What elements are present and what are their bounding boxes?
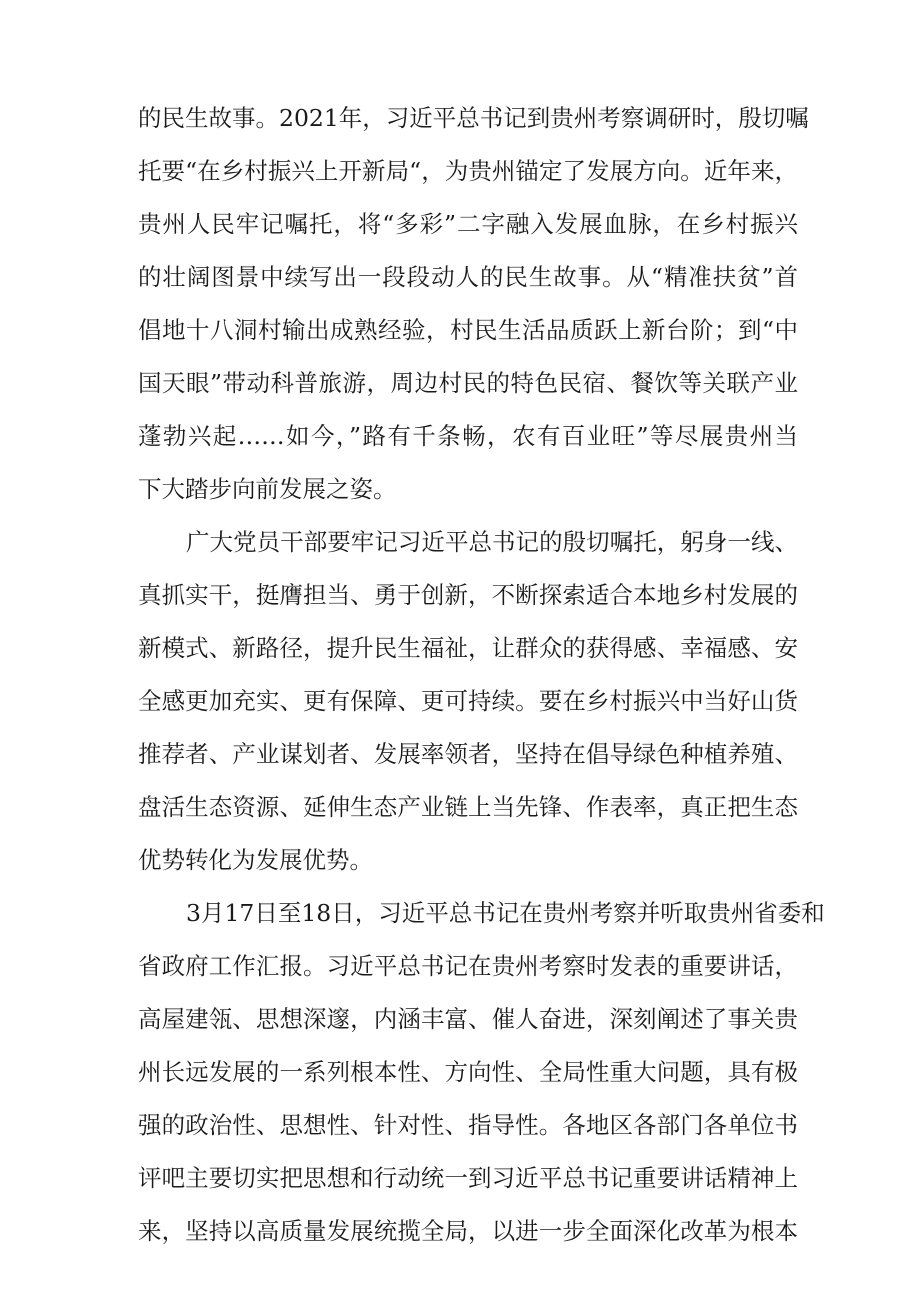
paragraph-line: 评吧主要切实把思想和行动统一到习近平总书记重要讲话精神上 [138, 1164, 798, 1192]
paragraph-line: 广大党员干部要牢记习近平总书记的殷切嘱托，躬身一线、 [186, 528, 798, 556]
paragraph-line: 全感更加充实、更有保障、更可持续。要在乡村振兴中当好山货 [138, 687, 798, 715]
paragraph-line: 下大踏步向前发展之姿。 [138, 475, 397, 503]
paragraph-line: 国天眼”带动科普旅游，周边村民的特色民宿、餐饮等关联产业 [138, 369, 798, 397]
paragraph-line: 来，坚持以高质量发展统揽全局，以进一步全面深化改革为根本 [138, 1217, 798, 1245]
paragraph-line: 蓬勃兴起……如今，”路有千条畅，农有百业旺”等尽展贵州当 [138, 422, 798, 450]
paragraph-line: 的壮阔图景中续写出一段段动人的民生故事。从“精准扶贫”首 [138, 263, 798, 291]
paragraph-line: 强的政治性、思想性、针对性、指导性。各地区各部门各单位书 [138, 1111, 798, 1139]
paragraph-line: 真抓实干，挺膺担当、勇于创新，不断探索适合本地乡村发展的 [138, 581, 798, 609]
paragraph-line: 倡地十八洞村输出成熟经验，村民生活品质跃上新台阶；到“中 [138, 316, 798, 344]
paragraph-line: 新模式、新路径，提升民生福祉，让群众的获得感、幸福感、安 [138, 634, 798, 662]
paragraph-line: 州长远发展的一系列根本性、方向性、全局性重大问题，具有极 [138, 1058, 798, 1086]
paragraph-line: 高屋建瓴、思想深邃，内涵丰富、催人奋进，深刻阐述了事关贵 [138, 1005, 798, 1033]
paragraph-line: 3月17日至18日，习近平总书记在贵州考察并听取贵州省委和 [186, 899, 825, 927]
paragraph-line: 贵州人民牢记嘱托，将“多彩”二字融入发展血脉，在乡村振兴 [138, 210, 798, 238]
paragraph-line: 托要“在乡村振兴上开新局“，为贵州锚定了发展方向。近年来， [138, 157, 798, 185]
paragraph-line: 省政府工作汇报。习近平总书记在贵州考察时发表的重要讲话， [138, 952, 798, 980]
paragraph-line: 盘活生态资源、延伸生态产业链上当先锋、作表率，真正把生态 [138, 793, 798, 821]
paragraph-line: 优势转化为发展优势。 [138, 846, 373, 874]
paragraph-line: 的民生故事。2021年，习近平总书记到贵州考察调研时，殷切嘱 [138, 104, 809, 132]
paragraph-line: 推荐者、产业谋划者、发展率领者，坚持在倡导绿色种植养殖、 [138, 740, 798, 768]
